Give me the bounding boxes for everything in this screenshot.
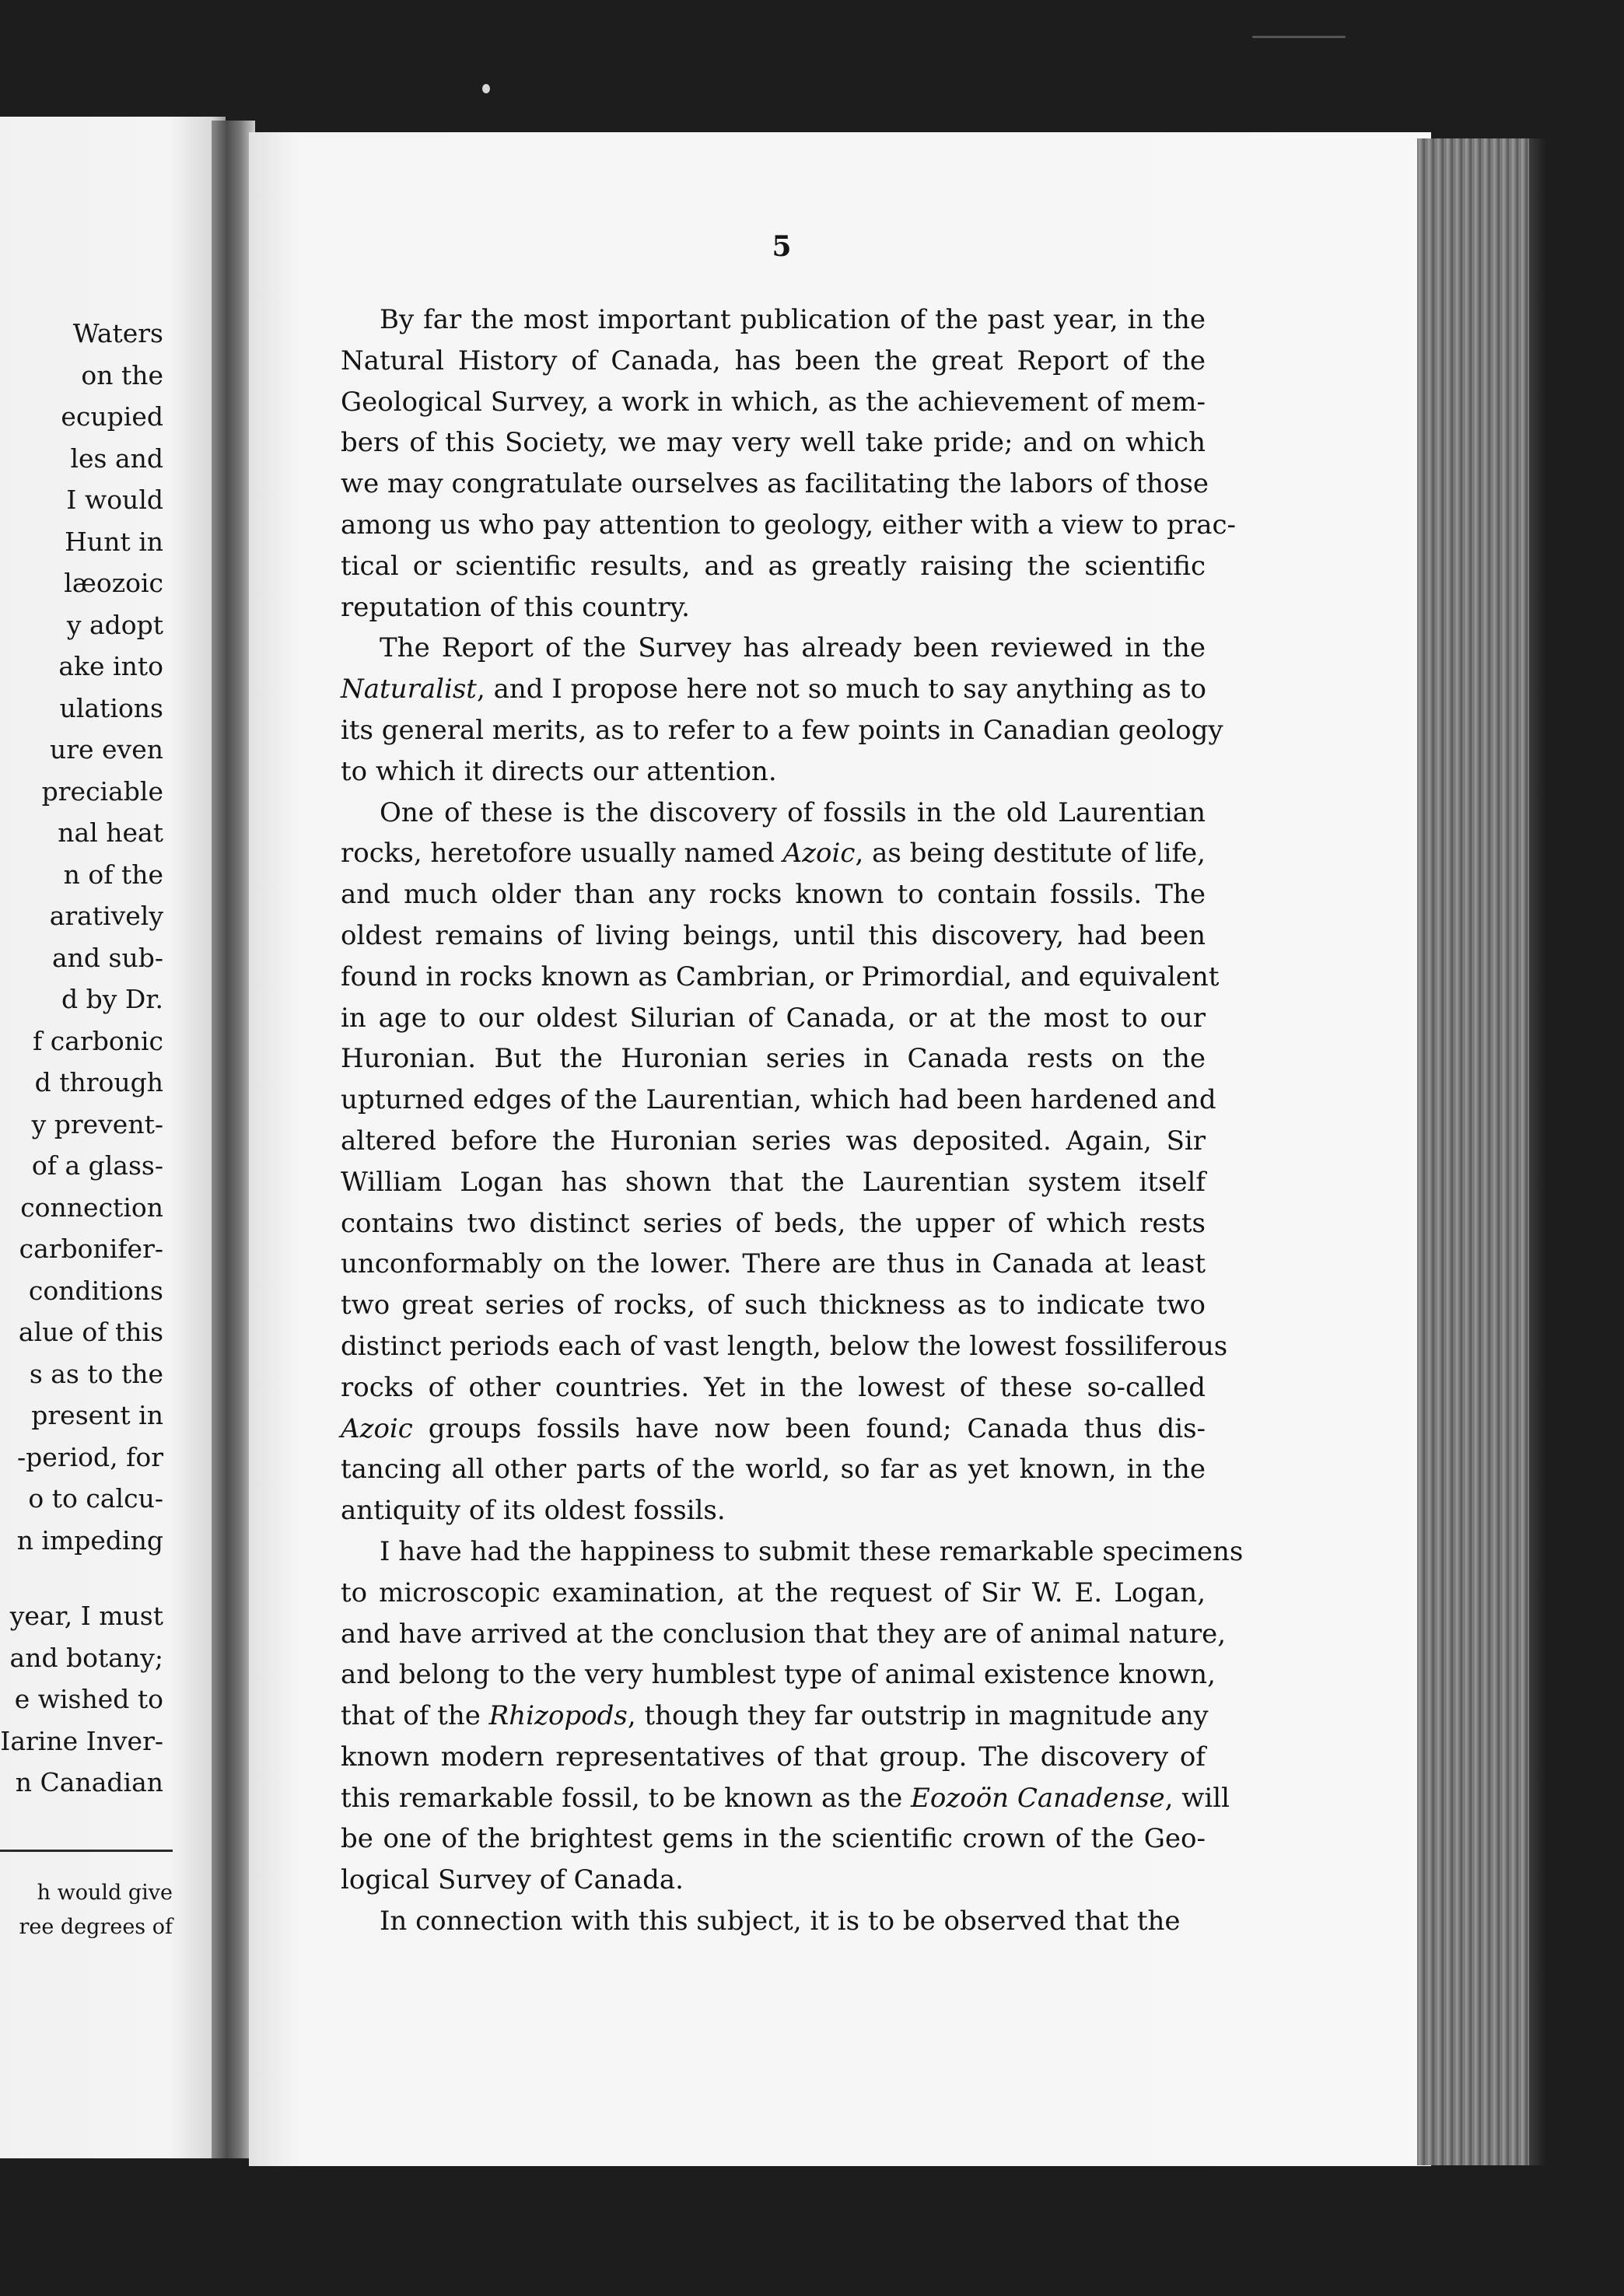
left-page-line: alue of this [18,1317,163,1347]
left-page-line: conditions [28,1275,163,1306]
paragraph-line: and much older than any rocks known to contain fossils. The [341,879,1206,911]
left-page-gap [0,1561,163,1595]
left-page-line: d by Dr. [61,984,163,1014]
paragraph-line: be one of the brightest gems in the scientific crown of the Geo- [341,1823,1206,1855]
body-text [341,299,1244,1942]
left-page-line: læozoic [64,568,163,598]
left-page-line: and sub- [51,942,163,973]
left-page-line: I would [66,485,163,515]
left-page-line: les and [70,443,163,474]
left-page-line: Hunt in [65,526,163,557]
paragraph-line: tical or scientific results, and as greatly raising the scientific [341,550,1206,582]
paragraph-line: and belong to the very humblest type of animal existence known, [341,1659,1216,1691]
left-page-line: e wished to [14,1684,163,1714]
left-page-text [0,313,163,1804]
left-footnote-line: ree degrees of [19,1915,173,1939]
left-page-line: connection [20,1192,163,1223]
left-page-line: n impeding [16,1524,163,1556]
paragraph-line: in age to our oldest Silurian of Canada, or at the most to our [341,1002,1206,1034]
left-footnote-line: h would give [37,1881,173,1905]
paragraph-line: rocks, heretofore usually named Azoic, as being destitute of life, [341,838,1206,870]
left-page-line: -period, for [17,1441,163,1472]
left-page-line: aratively [49,901,163,931]
italic-term: Rhizopods [488,1700,628,1732]
left-page-line: n Canadian [15,1767,163,1797]
paragraph-first-line: One of these is the discovery of fossils in the old Laurentian [380,796,1206,828]
left-page-line: on the [81,359,163,390]
left-page-line: s as to the [29,1358,163,1389]
paragraph-line: Geological Survey, a work in which, as the achievement of mem- [341,386,1206,418]
paragraph-line: this remarkable fossil, to be known as the Eozoön Canadense, will [341,1782,1230,1814]
paragraph-line: two great series of rocks, of such thickness as to indicate two [341,1290,1206,1321]
paragraph-first-line: By far the most important publication of the past year, in the [380,304,1206,335]
paragraph-line: among us who pay attention to geology, either with a view to prac- [341,509,1237,541]
left-page-line: n of the [63,859,163,890]
left-page-line: o to calcu- [28,1483,163,1514]
left-page-line: carbonifer- [19,1234,163,1264]
left-page-line: ake into [58,651,163,681]
paragraph-line: we may congratulate ourselves as facilitating the labors of those [341,468,1209,500]
paragraph-line: known modern representatives of that group. The discovery of [341,1741,1206,1773]
paragraph-line: to which it directs our attention. [341,755,777,787]
left-page-line: f carbonic [33,1025,163,1056]
paragraph-line: antiquity of its oldest fossils. [341,1495,726,1527]
paragraph-line: found in rocks known as Cambrian, or Primordial, and equivalent [341,961,1220,992]
paragraph-line: Azoic groups fossils have now been found; Canada thus dis- [341,1412,1206,1444]
left-page-line: nal heat [58,817,163,848]
paragraph-line: tancing all other parts of the world, so far as yet known, in the [341,1454,1206,1486]
paragraph-line: Huronian. But the Huronian series in Canada rests on the [341,1043,1206,1075]
left-page [0,117,226,2158]
dust-speck [482,84,490,93]
paragraph-line: Natural History of Canada, has been the great Report of the [341,345,1206,376]
footnote-rule [0,1850,173,1852]
paragraph-line: that of the Rhizopods, though they far outstrip in magnitude any [341,1700,1209,1732]
paragraph-line: its general merits, as to refer to a few points in Canadian geology [341,714,1223,746]
italic-term: Eozoön Canadense [911,1782,1165,1814]
left-page-line: y prevent- [31,1108,163,1139]
paragraph-line: rocks of other countries. Yet in the lowest of these so-called [341,1371,1206,1403]
page-edges [1417,138,1529,2165]
scan-mark [1252,36,1346,38]
paragraph-line: logical Survey of Canada. [341,1864,684,1896]
paragraph-line: altered before the Huronian series was deposited. Again, Sir [341,1125,1206,1157]
left-page-line: of a glass- [31,1150,163,1181]
left-page-footnote [19,1876,173,1944]
paragraph-first-line: The Report of the Survey has already been reviewed in the [380,632,1206,664]
italic-term: Azoic [341,1412,413,1444]
paragraph-line: William Logan has shown that the Laurentian system itself [341,1166,1206,1198]
left-page-line: y adopt [66,609,163,640]
paragraph-line: Naturalist, and I propose here not so much to say anything as to [341,674,1206,705]
paragraph-line: bers of this Society, we may very well take pride; and on which [341,427,1206,459]
left-page-line: ure even [49,734,163,765]
paragraph-line: contains two distinct series of beds, the upper of which rests [341,1207,1206,1239]
left-page-line: Iarine Inver- [0,1725,163,1756]
left-page-line: year, I must [9,1601,163,1631]
paragraph-line: distinct periods each of vast length, below the lowest fossiliferous [341,1330,1228,1362]
left-page-line: present in [31,1400,163,1430]
paragraph-line: unconformably on the lower. There are thus in Canada at least [341,1248,1206,1280]
paragraph-line: upturned edges of the Laurentian, which had been hardened and [341,1084,1216,1116]
left-page-line: Waters [72,318,163,348]
left-page-line: ecupied [61,401,163,432]
paragraph-first-line: In connection with this subject, it is to be observed that the [380,1906,1181,1937]
paragraph-line: and have arrived at the conclusion that they are of animal nature, [341,1618,1227,1650]
page-number: 5 [772,230,792,263]
page-edges-shadow [1529,138,1546,2165]
left-page-line: and botany; [9,1642,163,1673]
left-page-line: preciable [41,775,163,807]
paragraph-line: oldest remains of living beings, until this discovery, had been [341,919,1206,951]
italic-term: Azoic [782,838,856,870]
paragraph-line: reputation of this country. [341,591,690,623]
left-page-line: ulations [59,692,163,723]
left-page-line: d through [34,1067,163,1097]
italic-term: Naturalist [341,674,477,705]
paragraph-line: to microscopic examination, at the request of Sir W. E. Logan, [341,1577,1206,1608]
paragraph-first-line: I have had the happiness to submit these remarkable specimens [380,1535,1244,1567]
